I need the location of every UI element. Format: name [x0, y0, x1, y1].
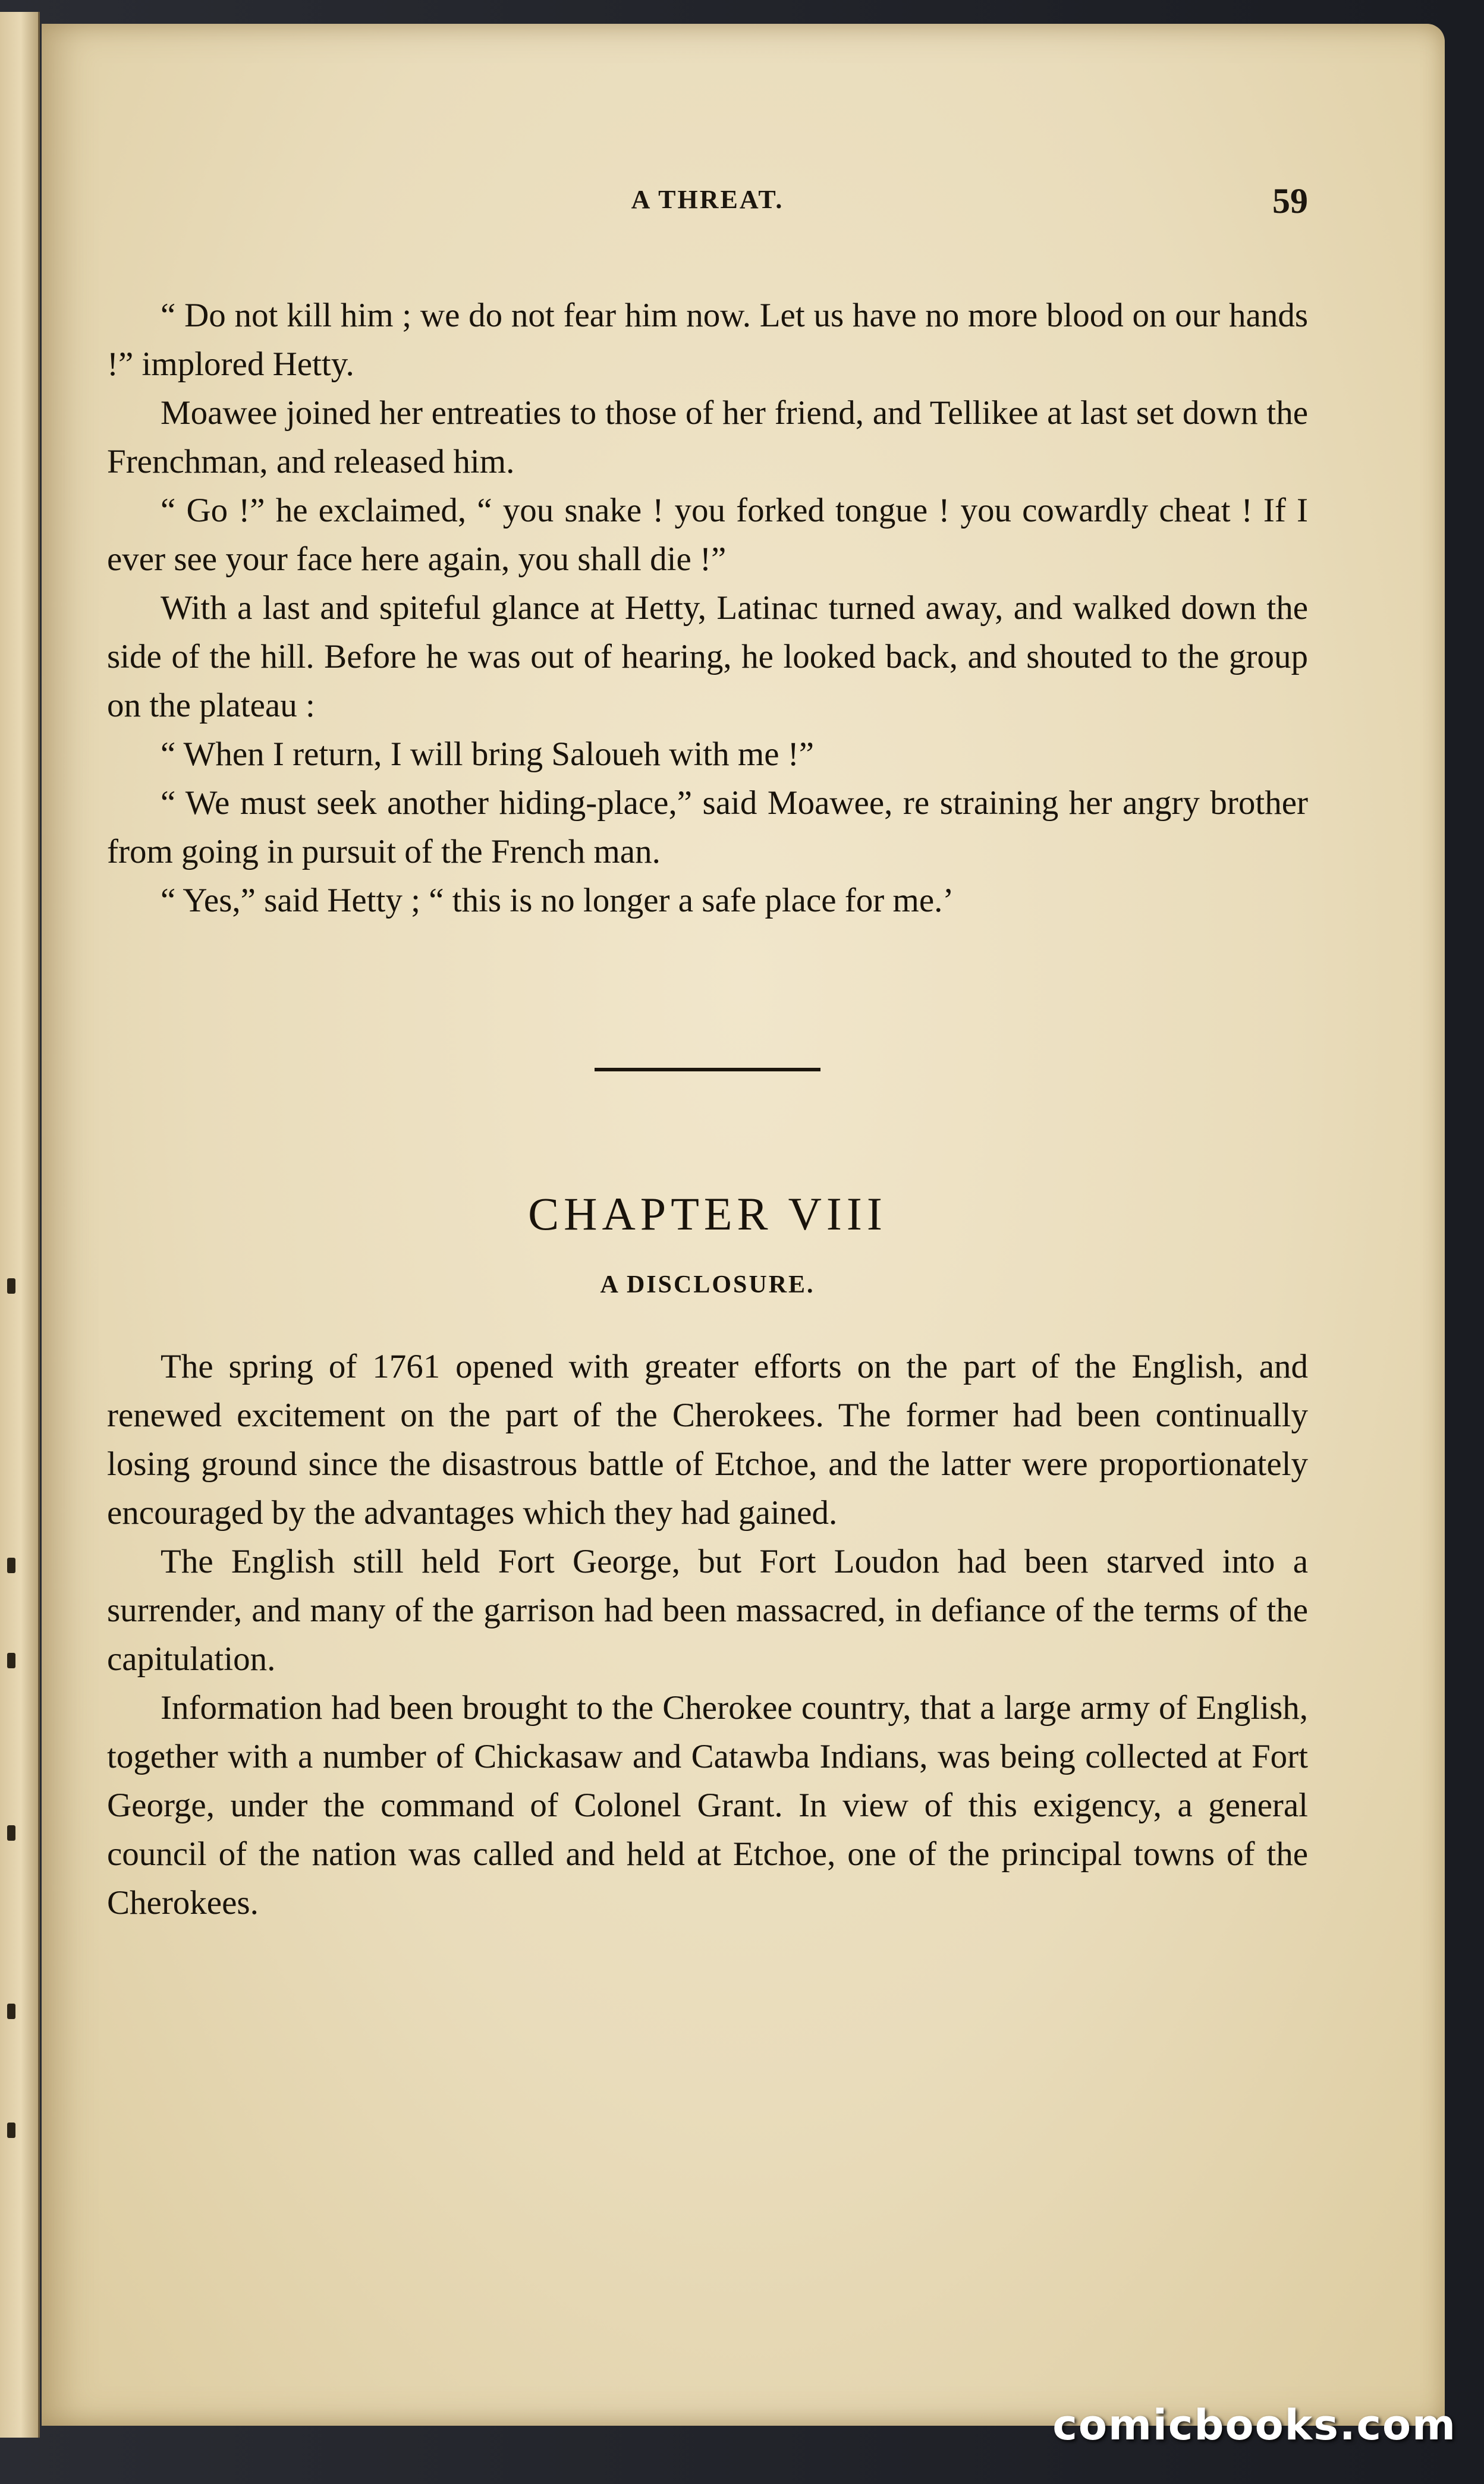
edge-ink-mark	[7, 1653, 15, 1668]
watermark-text: comicbooks.com	[1052, 2401, 1457, 2450]
book-page	[42, 24, 1445, 2426]
paragraph: The spring of 1761 opened with greater efforts on the part of the English, and renewed excitement on the part of the Cherokees. The former had been continually losing ground since the disastrous battle of Etchoe, and the latter were proportionately encouraged by the advantages which they had gained.	[107, 1348, 1308, 1532]
edge-ink-mark	[7, 2123, 15, 2138]
running-head: A THREAT.	[631, 185, 784, 214]
paragraph: “ Do not kill him ; we do not fear him now. Let us have no more blood on our hands !” implored Hetty.	[107, 297, 1308, 383]
paragraph: “ When I return, I will bring Saloueh with me !”	[161, 735, 815, 773]
paragraph: With a last and spiteful glance at Hetty, Latinac turned away, and walked down the side of the hill. Before he was out of hearing, he looked back, and shouted to the group on the plateau :	[107, 589, 1308, 724]
edge-ink-mark	[7, 1558, 15, 1573]
paragraph: “ Go !” he exclaimed, “ you snake ! you forked tongue ! you cowardly cheat ! If I ever see your face here again, you shall die !”	[107, 492, 1308, 578]
edge-ink-mark	[7, 1825, 15, 1841]
paragraph: Information had been brought to the Cherokee country, that a large army of English, together with a number of Chickasaw and Catawba Indians, was being collected at Fort George, under the command of Colonel Grant. In view of this exigency, a general council of the nation was called and held at Etchoe, one of the principal towns of the Cherokees.	[107, 1689, 1308, 1922]
chapter-subtitle: A DISCLOSURE.	[600, 1271, 815, 1298]
paragraph: “ We must seek another hiding-place,” said Moawee, re straining her angry brother from going in pursuit of the French man.	[107, 784, 1308, 870]
edge-ink-mark	[7, 1278, 15, 1294]
edge-ink-mark	[7, 2004, 15, 2019]
body-text	[107, 291, 1308, 1928]
paragraph: Moawee joined her entreaties to those of her friend, and Tellikee at last set down the Frenchman, and released him.	[107, 394, 1308, 480]
paragraph: “ Yes,” said Hetty ; “ this is no longer a safe place for me.’	[161, 882, 954, 919]
paragraph: The English still held Fort George, but Fort Loudon had been starved into a surrender, and many of the garrison had been massacred, in defiance of the terms of the capitulation.	[107, 1543, 1308, 1678]
page-number: 59	[1272, 181, 1308, 221]
adjacent-page-edge	[0, 12, 40, 2438]
chapter-divider-rule	[595, 1068, 820, 1071]
page-header	[107, 181, 1308, 232]
chapter-title: CHAPTER VIII	[528, 1188, 887, 1240]
